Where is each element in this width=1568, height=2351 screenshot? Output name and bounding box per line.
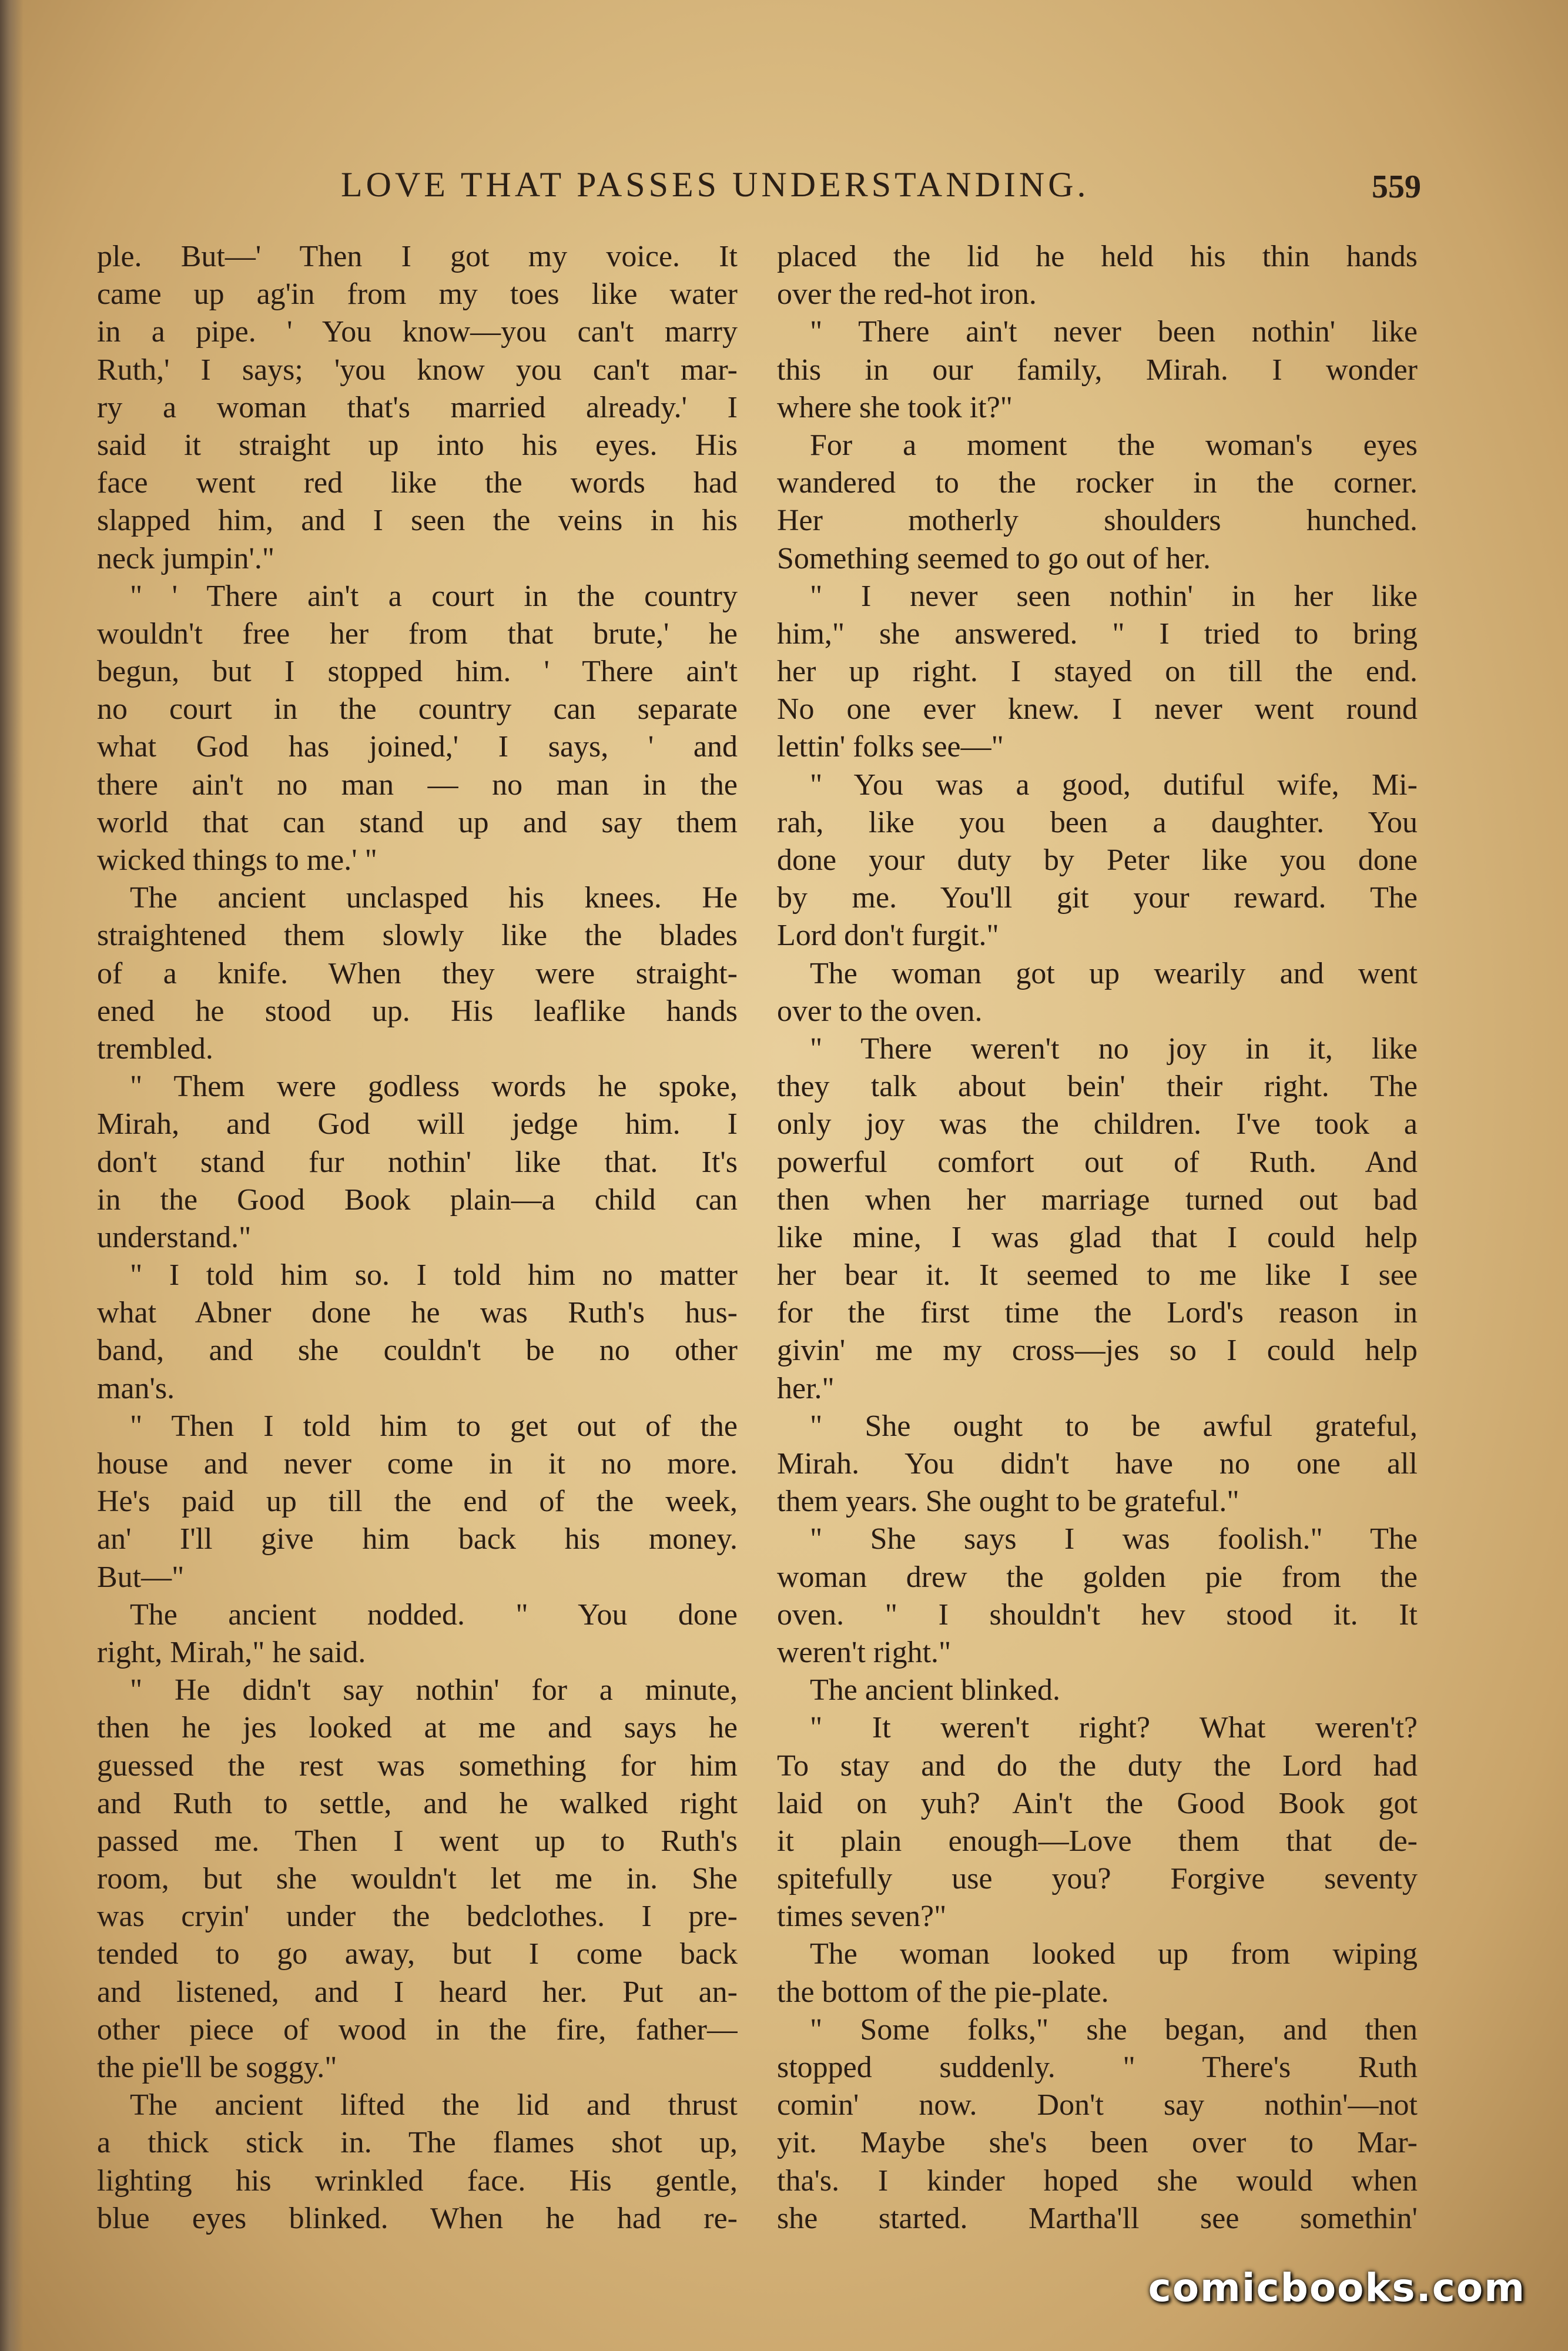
text-line: it plain enough—Love them that de-	[777, 1824, 1418, 1858]
text-line: in a pipe. ' You know—you can't marry	[97, 315, 738, 349]
text-line: lighting his wrinkled face. His gentle,	[97, 2164, 738, 2198]
text-line: laid on yuh? Ain't the Good Book got	[777, 1786, 1418, 1820]
text-line: wouldn't free her from that brute,' he	[97, 617, 738, 651]
text-line: then he jes looked at me and says he	[97, 1711, 738, 1745]
text-line: there ain't no man — no man in the	[97, 768, 738, 802]
text-line: ry a woman that's married already.' I	[97, 390, 738, 424]
text-line: Something seemed to go out of her.	[777, 541, 1211, 575]
text-line: comin' now. Don't say nothin'—not	[777, 2088, 1418, 2122]
text-line: face went red like the words had	[97, 466, 738, 500]
text-line: " She ought to be awful grateful,	[810, 1409, 1418, 1443]
page-binding-edge	[0, 0, 24, 2351]
text-line: lettin' folks see—"	[777, 730, 1004, 764]
text-line: " Then I told him to get out of the	[130, 1409, 738, 1443]
text-line: powerful comfort out of Ruth. And	[777, 1145, 1418, 1179]
text-line: came up ag'in from my toes like water	[97, 277, 738, 312]
text-line: other piece of wood in the fire, father—	[97, 2012, 738, 2047]
text-line: she started. Martha'll see somethin'	[777, 2201, 1418, 2235]
text-line: woman drew the golden pie from the	[777, 1560, 1418, 1594]
text-line: only joy was the children. I've took a	[777, 1107, 1418, 1141]
text-line: the bottom of the pie-plate.	[777, 1975, 1109, 2009]
text-line: this in our family, Mirah. I wonder	[777, 353, 1418, 387]
text-line: of a knife. When they were straight-	[97, 956, 738, 990]
text-line: The ancient unclasped his knees. He	[130, 881, 738, 915]
text-line: over to the oven.	[777, 994, 983, 1028]
text-line: house and never come in it no more.	[97, 1447, 738, 1481]
text-line: over the red-hot iron.	[777, 277, 1037, 312]
text-line: by me. You'll git your reward. The	[777, 881, 1418, 915]
left-column	[97, 238, 738, 2238]
text-line: givin' me my cross—jes so I could help	[777, 1334, 1418, 1368]
text-line: placed the lid he held his thin hands	[777, 240, 1418, 273]
text-line: Lord don't furgit."	[777, 919, 999, 953]
text-line: the pie'll be soggy."	[97, 2051, 337, 2084]
text-line: don't stand fur nothin' like that. It's	[97, 1145, 738, 1179]
text-line: band, and she couldn't be no other	[97, 1334, 738, 1368]
text-line: To stay and do the duty the Lord had	[777, 1749, 1418, 1783]
text-line: Mirah. You didn't have no one all	[777, 1447, 1418, 1481]
text-line: wandered to the rocker in the corner.	[777, 466, 1418, 500]
text-line: room, but she wouldn't let me in. She	[97, 1862, 738, 1896]
text-line: straightened them slowly like the blades	[97, 919, 738, 953]
text-line: man's.	[97, 1371, 175, 1405]
text-line: blue eyes blinked. When he had re-	[97, 2201, 738, 2235]
text-line: and listened, and I heard her. Put an-	[97, 1975, 738, 2009]
text-line: For a moment the woman's eyes	[810, 428, 1418, 462]
text-line: said it straight up into his eyes. His	[97, 428, 738, 462]
text-line: oven. " I shouldn't hev stood it. It	[777, 1598, 1418, 1632]
text-line: " It weren't right? What weren't?	[810, 1711, 1418, 1745]
text-line: was cryin' under the bedclothes. I pre-	[97, 1900, 738, 1934]
text-line: Mirah, and God will jedge him. I	[97, 1107, 738, 1141]
text-line: her bear it. It seemed to me like I see	[777, 1258, 1418, 1292]
text-line: " She says I was foolish." The	[810, 1522, 1418, 1556]
text-line: " You was a good, dutiful wife, Mi-	[810, 768, 1418, 802]
watermark: comicbooks.com	[1148, 2265, 1526, 2310]
text-line: they talk about bein' their right. The	[777, 1070, 1418, 1104]
text-line: him," she answered. " I tried to bring	[777, 617, 1418, 651]
text-line: passed me. Then I went up to Ruth's	[97, 1824, 738, 1858]
text-line: her."	[777, 1371, 835, 1405]
text-line: ened he stood up. His leaflike hands	[97, 994, 738, 1028]
text-line: guessed the rest was something for him	[97, 1749, 738, 1783]
text-line: her up right. I stayed on till the end.	[777, 655, 1418, 689]
text-line: stopped suddenly. " There's Ruth	[777, 2051, 1418, 2084]
text-line: tha's. I kinder hoped she would when	[777, 2164, 1418, 2198]
text-line: The ancient blinked.	[810, 1673, 1060, 1707]
text-line: like mine, I was glad that I could help	[777, 1220, 1418, 1254]
text-line: what God has joined,' I says, ' and	[97, 730, 738, 764]
text-line: The woman looked up from wiping	[810, 1937, 1418, 1971]
text-line: He's paid up till the end of the week,	[97, 1485, 738, 1519]
text-line: ple. But—' Then I got my voice. It	[97, 240, 738, 273]
text-line: yit. Maybe she's been over to Mar-	[777, 2126, 1418, 2160]
text-line: " There weren't no joy in it, like	[810, 1032, 1418, 1066]
text-line: understand."	[97, 1220, 252, 1254]
text-line: no court in the country can separate	[97, 692, 738, 726]
text-line: Her motherly shoulders hunched.	[777, 504, 1418, 538]
text-line: right, Mirah," he said.	[97, 1635, 366, 1669]
text-line: an' I'll give him back his money.	[97, 1522, 738, 1556]
text-line: times seven?"	[777, 1900, 947, 1934]
right-column	[777, 238, 1418, 2238]
text-line: " There ain't never been nothin' like	[810, 315, 1418, 349]
text-line: " Some folks," she began, and then	[810, 2012, 1418, 2047]
text-line: slapped him, and I seen the veins in his	[97, 504, 738, 538]
text-line: what Abner done he was Ruth's hus-	[97, 1296, 738, 1330]
text-line: trembled.	[97, 1032, 213, 1066]
text-line: wicked things to me.' "	[97, 843, 377, 877]
text-line: " I told him so. I told him no matter	[130, 1258, 738, 1292]
text-line: begun, but I stopped him. ' There ain't	[97, 655, 738, 689]
text-line: " Them were godless words he spoke,	[130, 1070, 738, 1104]
text-line: in the Good Book plain—a child can	[97, 1183, 738, 1217]
text-line: " He didn't say nothin' for a minute,	[130, 1673, 738, 1707]
text-line: Ruth,' I says; 'you know you can't mar-	[97, 353, 738, 387]
text-line: rah, like you been a daughter. You	[777, 805, 1418, 839]
running-title: LOVE THAT PASSES UNDERSTANDING.	[341, 165, 1090, 204]
text-line: " I never seen nothin' in her like	[810, 579, 1418, 613]
text-line: The ancient nodded. " You done	[130, 1598, 738, 1632]
text-line: No one ever knew. I never went round	[777, 692, 1418, 726]
text-line: world that can stand up and say them	[97, 805, 738, 839]
text-line: them years. She ought to be grateful."	[777, 1485, 1239, 1519]
text-line: done your duty by Peter like you done	[777, 843, 1418, 877]
text-line: neck jumpin'."	[97, 541, 275, 575]
text-line: The ancient lifted the lid and thrust	[130, 2088, 738, 2122]
text-line: weren't right."	[777, 1635, 951, 1669]
text-line: The woman got up wearily and went	[810, 956, 1418, 990]
text-line: " ' There ain't a court in the country	[130, 579, 738, 613]
text-line: and Ruth to settle, and he walked right	[97, 1786, 738, 1820]
text-line: then when her marriage turned out bad	[777, 1183, 1418, 1217]
text-line: But—"	[97, 1560, 185, 1594]
text-line: tended to go away, but I come back	[97, 1937, 738, 1971]
text-line: where she took it?"	[777, 390, 1013, 424]
text-line: for the first time the Lord's reason in	[777, 1296, 1418, 1330]
page-number: 559	[1372, 169, 1421, 205]
text-line: spitefully use you? Forgive seventy	[777, 1862, 1418, 1896]
text-line: a thick stick in. The flames shot up,	[97, 2126, 738, 2160]
